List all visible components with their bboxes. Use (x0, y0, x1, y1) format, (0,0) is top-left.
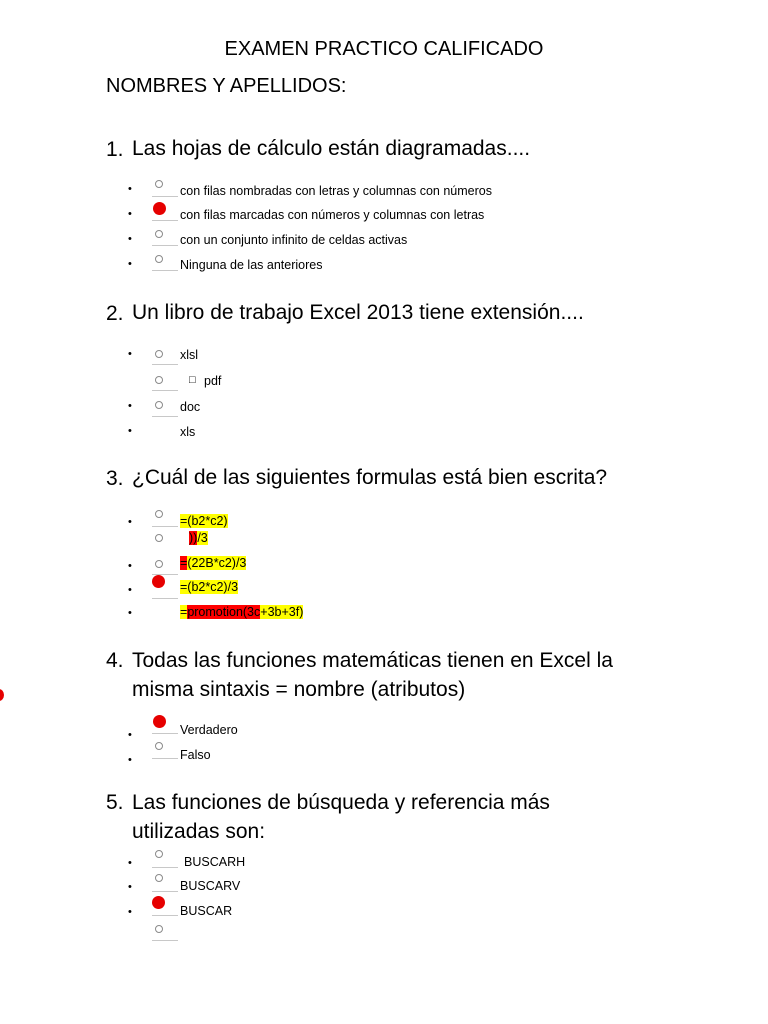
radio-underline (152, 245, 178, 246)
question-text-line2: utilizadas son: (132, 820, 266, 843)
radio-option[interactable] (155, 180, 163, 188)
radio-option[interactable] (155, 742, 163, 750)
bullet-icon: • (128, 906, 132, 918)
radio-option[interactable] (155, 534, 163, 542)
bullet-icon: • (128, 258, 132, 270)
radio-option[interactable] (155, 401, 163, 409)
formula-part: (22B*c2)/3 (187, 556, 247, 570)
formula-part: =(b2*c2)/3 (180, 580, 239, 594)
option-label: doc (180, 400, 201, 414)
question-number: 4. (106, 649, 124, 672)
formula-option (180, 605, 303, 619)
option-label: con filas nombradas con letras y columnas con números (180, 184, 492, 198)
radio-underline (152, 940, 178, 941)
question-1 (0, 138, 768, 168)
question-text: Las hojas de cálculo están diagramadas.... (132, 137, 531, 160)
radio-underline (152, 867, 178, 868)
question-5 (0, 788, 768, 848)
question-number: 3. (106, 467, 124, 490)
question-4 (0, 646, 768, 706)
question-1-options (0, 178, 768, 278)
radio-underline (152, 270, 178, 271)
radio-option[interactable] (155, 350, 163, 358)
bullet-icon: • (128, 208, 132, 220)
radio-underline (152, 364, 178, 365)
question-number: 1. (106, 138, 124, 161)
box-icon: □ (189, 374, 196, 386)
option-label: Falso (180, 748, 211, 762)
bullet-icon: • (128, 183, 132, 195)
bullet-icon: • (128, 857, 132, 869)
radio-underline (152, 390, 178, 391)
bullet-icon: • (128, 754, 132, 766)
option-label: pdf (204, 374, 222, 388)
radio-option[interactable] (155, 560, 163, 568)
question-text-line2: misma sintaxis = nombre (atributos) (132, 678, 466, 701)
bullet-icon: • (128, 584, 132, 596)
bullet-icon: • (128, 560, 132, 572)
page-title: EXAMEN PRACTICO CALIFICADO (224, 38, 544, 60)
radio-underline (152, 891, 178, 892)
formula-error-part: promotion(3c (187, 605, 261, 619)
bullet-icon: • (128, 881, 132, 893)
option-label: con filas marcadas con números y columnas con letras (180, 208, 485, 222)
radio-underline (152, 598, 178, 599)
question-number: 2. (106, 302, 124, 325)
question-2-options (0, 342, 768, 442)
question-2 (0, 302, 768, 332)
formula-error-part: = (180, 556, 188, 570)
formula-part: /3 (197, 531, 208, 545)
question-number: 5. (106, 791, 124, 814)
question-text: Un libro de trabajo Excel 2013 tiene extensión.... (132, 301, 584, 324)
option-label: Verdadero (180, 723, 238, 737)
bullet-icon: • (128, 348, 132, 360)
option-label: xls (180, 425, 196, 439)
radio-underline (152, 758, 178, 759)
names-label: NOMBRES Y APELLIDOS: (106, 75, 347, 97)
formula-part: = (180, 605, 188, 619)
formula-part: +3b+3f) (260, 605, 304, 619)
bullet-icon: • (128, 425, 132, 437)
bullet-icon: • (128, 516, 132, 528)
radio-underline (152, 196, 178, 197)
question-5-options (0, 847, 768, 947)
option-label: BUSCAR (180, 904, 233, 918)
radio-option[interactable] (155, 510, 163, 518)
bullet-icon: • (128, 729, 132, 741)
option-label: BUSCARV (180, 879, 241, 893)
radio-option-selected[interactable] (153, 715, 166, 728)
formula-option (180, 556, 246, 570)
question-3-options (0, 506, 768, 626)
radio-option-selected[interactable] (153, 202, 166, 215)
radio-underline (152, 733, 178, 734)
bullet-icon: • (128, 400, 132, 412)
radio-underline (152, 526, 178, 527)
question-text: ¿Cuál de las siguientes formulas está bien escrita? (132, 466, 608, 489)
radio-option[interactable] (155, 925, 163, 933)
question-text-line1: Todas las funciones matemáticas tienen en Excel la (132, 649, 613, 672)
radio-option[interactable] (155, 376, 163, 384)
formula-option (180, 580, 238, 594)
radio-option-selected[interactable] (152, 575, 165, 588)
question-4-options (0, 712, 768, 768)
radio-option[interactable] (155, 255, 163, 263)
question-3 (0, 467, 768, 497)
formula-part: =(b2*c2) (180, 514, 228, 528)
bullet-icon: • (128, 233, 132, 245)
formula-option (180, 514, 228, 528)
option-label: BUSCARH (184, 855, 246, 869)
option-label: Ninguna de las anteriores (180, 258, 323, 272)
question-text-line1: Las funciones de búsqueda y referencia más (132, 791, 550, 814)
radio-option[interactable] (155, 230, 163, 238)
formula-error-part: )) (189, 531, 198, 545)
radio-option-selected[interactable] (152, 896, 165, 909)
radio-option[interactable] (155, 874, 163, 882)
option-label: con un conjunto infinito de celdas activas (180, 233, 408, 247)
radio-underline (152, 915, 178, 916)
formula-option (189, 531, 208, 545)
radio-underline (152, 220, 178, 221)
radio-option[interactable] (155, 850, 163, 858)
option-label: xlsl (180, 348, 199, 362)
radio-underline (152, 416, 178, 417)
bullet-icon: • (128, 607, 132, 619)
